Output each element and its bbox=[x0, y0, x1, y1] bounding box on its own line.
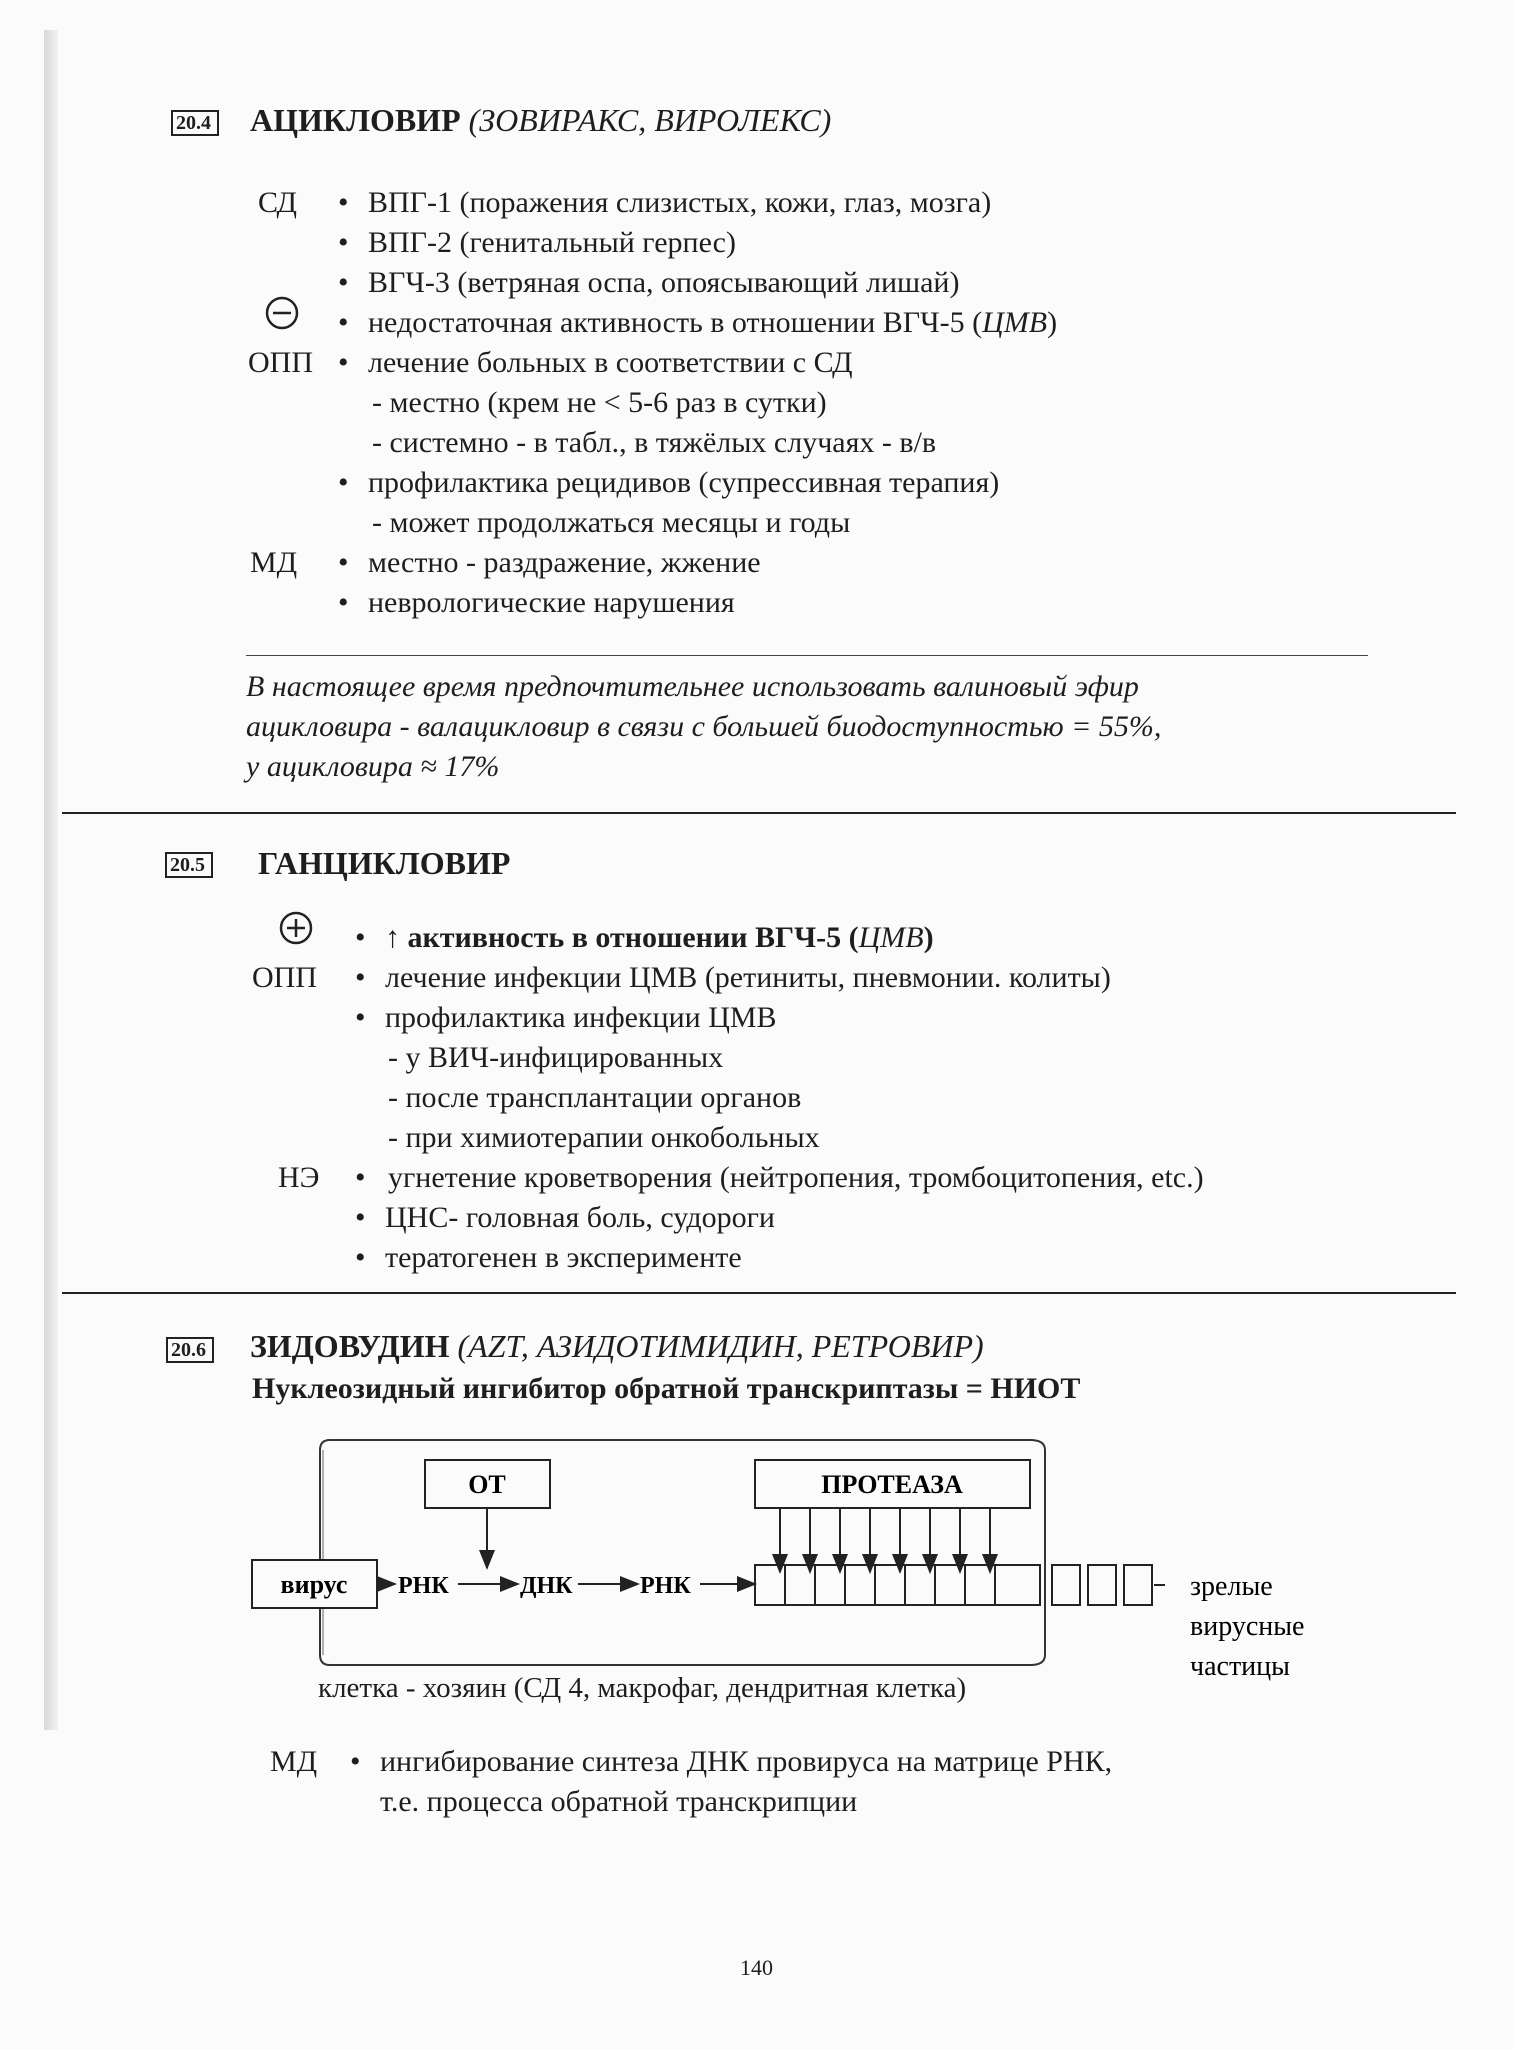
drug-synonyms: (ЗОВИРАКС, ВИРОЛЕКС) bbox=[468, 102, 832, 138]
label-ne: НЭ bbox=[278, 1161, 320, 1194]
text-line: - может продолжаться месяцы и годы bbox=[372, 506, 851, 539]
label-opp: ОПП bbox=[248, 346, 313, 379]
text-line: - при химиотерапии онкобольных bbox=[388, 1121, 820, 1154]
dna-label: ДНК bbox=[520, 1573, 573, 1599]
mature-label: зрелые bbox=[1190, 1571, 1273, 1602]
protease-label: ПРОТЕАЗА bbox=[821, 1470, 963, 1499]
text-line: ингибирование синтеза ДНК провируса на матрице РНК, bbox=[380, 1745, 1113, 1778]
text-line: ВПГ-2 (генитальный герпес) bbox=[368, 226, 736, 259]
polyprotein-chain bbox=[755, 1565, 1040, 1605]
bullet: • bbox=[338, 306, 349, 339]
text-line: местно - раздражение, жжение bbox=[368, 546, 761, 579]
particle bbox=[1052, 1565, 1080, 1605]
text-line bbox=[368, 303, 1057, 343]
scan-edge bbox=[44, 30, 58, 1730]
section-number: 20.4 bbox=[171, 110, 219, 136]
rt-label: ОТ bbox=[468, 1470, 506, 1499]
note-line: у ацикловира ≈ 17% bbox=[246, 750, 500, 783]
section-number: 20.5 bbox=[165, 852, 213, 878]
text-line: - системно - в табл., в тяжёлых случаях - в/в bbox=[372, 426, 937, 459]
text-line: ВГЧ-3 (ветряная оспа, опоясывающий лишай) bbox=[368, 266, 960, 299]
bullet: • bbox=[355, 1161, 366, 1194]
note-line: ацикловира - валацикловир в связи с большей биодоступностью = 55%, bbox=[246, 710, 1162, 743]
bullet: • bbox=[355, 921, 366, 954]
drug-synonyms: (AZT, АЗИДОТИМИДИН, РЕТРОВИР) bbox=[457, 1328, 984, 1364]
drug-name: ЗИДОВУДИН bbox=[250, 1328, 450, 1364]
text-line bbox=[385, 918, 934, 958]
text-line: т.е. процесса обратной транскрипции bbox=[380, 1785, 858, 1818]
drug-class: Нуклеозидный ингибитор обратной транскриптазы = НИОТ bbox=[252, 1372, 1081, 1405]
section-divider bbox=[62, 1292, 1456, 1294]
particle bbox=[1124, 1565, 1152, 1605]
label-opp: ОПП bbox=[252, 961, 317, 994]
bullet: • bbox=[338, 466, 349, 499]
bullet: • bbox=[355, 1001, 366, 1034]
text-part: недостаточная активность в отношении ВГЧ-5 ( bbox=[368, 306, 983, 339]
polyprotein bbox=[755, 1565, 1040, 1605]
text-part: ↑ активность в отношении ВГЧ-5 ( bbox=[385, 921, 859, 954]
text-part-italic: ЦМВ bbox=[982, 306, 1048, 339]
section-divider bbox=[62, 812, 1456, 814]
bullet: • bbox=[338, 186, 349, 219]
text-line: лечение больных в соответствии с СД bbox=[368, 346, 853, 379]
text-line: профилактика инфекции ЦМВ bbox=[385, 1001, 777, 1034]
section-number: 20.6 bbox=[166, 1337, 214, 1363]
text-line: профилактика рецидивов (супрессивная терапия) bbox=[368, 466, 1000, 499]
label-md: МД bbox=[250, 546, 298, 579]
rna-label: РНК bbox=[398, 1573, 449, 1599]
section-title bbox=[250, 1328, 984, 1365]
particle bbox=[1088, 1565, 1116, 1605]
bullet: • bbox=[338, 266, 349, 299]
text-line: ВПГ-1 (поражения слизистых, кожи, глаз, мозга) bbox=[368, 186, 992, 219]
mature-particles bbox=[1052, 1565, 1165, 1605]
text-line: ЦНС- головная боль, судороги bbox=[385, 1201, 775, 1234]
bullet: • bbox=[338, 586, 349, 619]
page-number: 140 bbox=[740, 1955, 773, 1980]
bullet: • bbox=[355, 1201, 366, 1234]
note-line: В настоящее время предпочтительнее использовать валиновый эфир bbox=[246, 670, 1139, 703]
minus-circle-icon bbox=[264, 295, 300, 331]
plus-circle-icon bbox=[278, 910, 314, 946]
text-line: тератогенен в эксперименте bbox=[385, 1241, 742, 1274]
drug-name: ГАНЦИКЛОВИР bbox=[258, 845, 511, 881]
bullet: • bbox=[355, 961, 366, 994]
protease-arrows bbox=[780, 1508, 990, 1572]
text-part: ) bbox=[1047, 306, 1058, 339]
text-part-italic: ЦМВ bbox=[858, 921, 924, 954]
text-line: неврологические нарушения bbox=[368, 586, 735, 619]
text-line: лечение инфекции ЦМВ (ретиниты, пневмонии. колиты) bbox=[385, 961, 1111, 994]
virus-label: вирус bbox=[280, 1570, 348, 1599]
label-md: МД bbox=[270, 1745, 318, 1778]
rna-label: РНК bbox=[640, 1573, 691, 1599]
section-title bbox=[250, 102, 831, 139]
text-line: угнетение кроветворения (нейтропения, тромбоцитопения, etc.) bbox=[388, 1161, 1204, 1194]
bullet: • bbox=[338, 226, 349, 259]
text-line: - местно (крем не < 5-6 раз в сутки) bbox=[372, 386, 827, 419]
text-part: ) bbox=[923, 921, 934, 954]
section-title bbox=[258, 845, 510, 882]
bullet: • bbox=[355, 1241, 366, 1274]
text-line: - у ВИЧ-инфицированных bbox=[388, 1041, 724, 1074]
bullet: • bbox=[338, 346, 349, 379]
drug-name: АЦИКЛОВИР bbox=[250, 102, 461, 138]
text-line: - после трансплантации органов bbox=[388, 1081, 802, 1114]
label-sd: СД bbox=[258, 186, 297, 219]
mature-label: вирусные bbox=[1190, 1611, 1305, 1642]
mature-label: частицы bbox=[1190, 1651, 1290, 1682]
bullet: • bbox=[350, 1745, 361, 1778]
bullet: • bbox=[338, 546, 349, 579]
cell-caption: клетка - хозяин (СД 4, макрофаг, дендритная клетка) bbox=[318, 1672, 967, 1704]
note-divider bbox=[246, 655, 1368, 656]
